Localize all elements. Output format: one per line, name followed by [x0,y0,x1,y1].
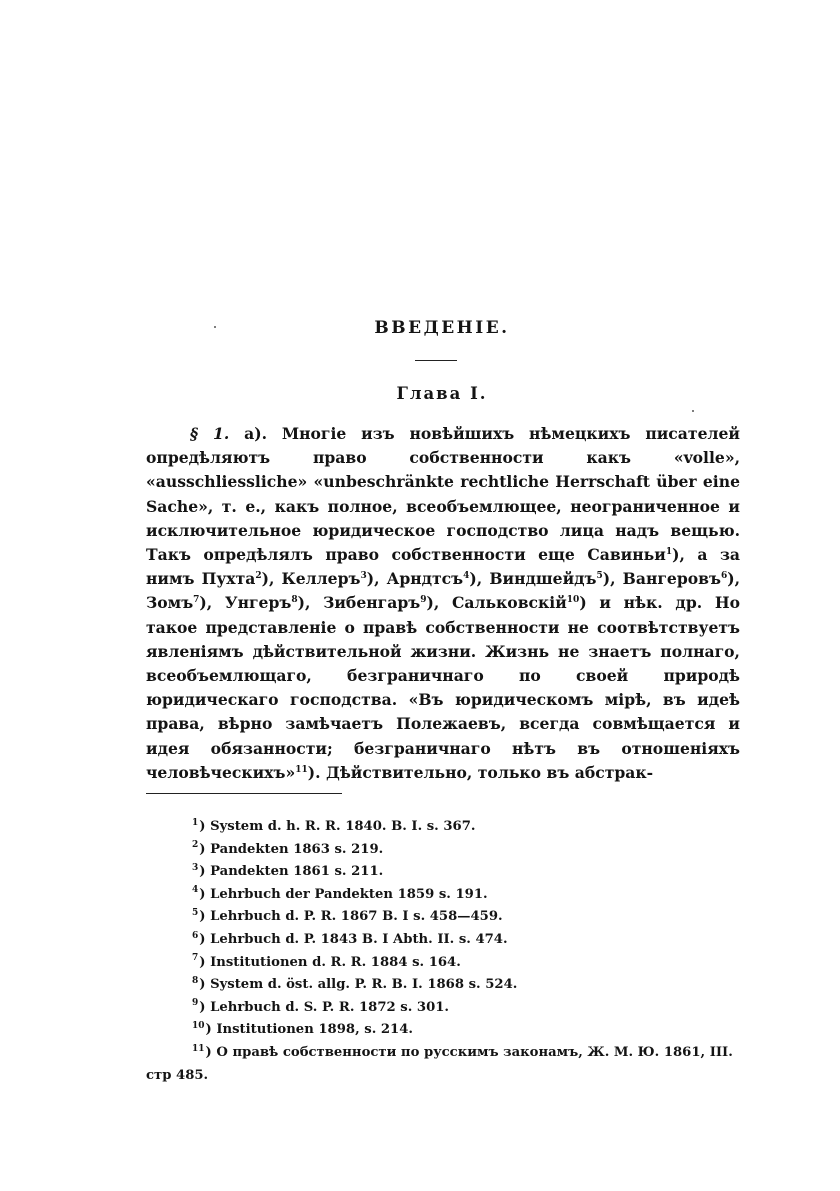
paragraph-text: ). Дѣйствительно, только въ абстрак- [307,762,654,782]
paragraph-text: ), Сальковскій [426,593,567,613]
footnote-text: ) System d. öst. allg. P. R. B. I. 1868 s. 524. [199,977,518,993]
footnote-number: 8 [192,975,199,986]
footnote-number: 5 [192,907,199,918]
chapter-title: Глава I. [396,384,488,403]
paragraph-text: a). Многіе изъ новѣйшихъ нѣмецкихъ писателей опредѣляютъ право собственности какъ «volle», «ausschliessliche» «unbeschränkte rechtliche Herrschaft über eine Sache», т. е., какъ полное, всеобъемлющее, неограниченное и исключительное юридическое господство лица надъ вещью. Такъ опредѣлялъ право собственности еще Савиньи [146,424,740,565]
footnote-number: 9 [192,998,199,1009]
footnote-ref: 7 [193,595,200,606]
footnote-number: 3 [192,862,199,873]
footnote-text: ) Lehrbuch d. P. R. 1867 B. I s. 458—459. [199,909,503,925]
footnote-list [146,816,740,1087]
footnote [146,974,740,997]
paragraph-text: ), Келлеръ [261,569,361,589]
footnote-number: 6 [192,930,199,941]
footnote-text: ) Pandekten 1863 s. 219. [199,841,384,857]
footnote [146,884,740,907]
footnote-ref: 8 [291,595,298,606]
footnote [146,997,740,1020]
footnote-text: ) Institutionen 1898, s. 214. [205,1022,413,1038]
footnote [146,816,740,839]
paragraph-text: ), Арндтсъ [366,569,464,589]
paragraph-text: ) и нѣк. др. Но такое представленіе о правѣ собственности не соотвѣтствуетъ явленіямъ дѣйствительной жизни. Жизнь не знаетъ полнаго, всеобъемлющаго, безграничнаго по своей природѣ юридическаго господства. «Въ юридическомъ мірѣ, въ идеѣ права, вѣрно замѣчаетъ Полежаевъ, всегда совмѣщается и идея обязанности; безграничнаго нѣтъ въ отношеніяхъ человѣческихъ» [146,593,740,782]
paragraph-text: ), Вангеровъ [602,569,721,589]
footnote-text: ) Lehrbuch d. S. P. R. 1872 s. 301. [199,999,450,1015]
footnote-number: 10 [192,1020,205,1031]
footnote-text: ) Institutionen d. R. R. 1884 s. 164. [199,954,461,970]
paragraph-text: ), а за нимъ Пухта [146,545,741,589]
paragraph-text: ), Виндшейдъ [469,569,597,589]
footnote-ref: 1 [665,546,673,557]
footnote-text: ) Lehrbuch der Pandekten 1859 s. 191. [199,886,488,902]
footnote-ref: 3 [360,571,367,582]
footnote-ref: 4 [463,571,470,582]
footnote-number: 7 [192,953,199,964]
footnote-ref: 10 [566,595,580,606]
footnote-ref: 11 [295,764,308,775]
footnote [146,1042,740,1087]
page-heading: ВВЕДЕНІЕ. [374,318,510,338]
footnote-text: ) Pandekten 1861 s. 211. [199,864,384,880]
footnote-number: 4 [192,885,199,896]
footnote-text: ) Lehrbuch d. P. 1843 B. I Abth. II. s. 474. [199,931,508,947]
footnote [146,1019,740,1042]
footnote-divider [146,793,342,794]
footnote [146,861,740,884]
paragraph-text: ), Зомъ [146,569,741,613]
paragraph-text: ), Зибенгаръ [297,593,421,613]
footnote [146,839,740,862]
footnote [146,906,740,929]
footnote-text: ) О правѣ собственности по русскимъ законамъ, Ж. М. Ю. 1861, III. стр 485. [146,1044,733,1083]
heading-divider [415,360,457,361]
footnote-ref: 2 [255,571,262,582]
main-paragraph [146,422,740,785]
footnote-number: 2 [192,840,199,851]
print-speck [692,410,694,412]
paragraph-text: ), Унгеръ [199,593,292,613]
footnote [146,929,740,952]
footnote-number: 11 [192,1043,205,1054]
footnote-number: 1 [192,817,199,828]
footnote-ref: 6 [720,571,728,582]
section-mark: § 1. [190,424,230,443]
footnote [146,952,740,975]
footnote-text: ) System d. h. R. R. 1840. B. I. s. 367. [199,819,476,834]
footnote-ref: 9 [420,595,427,606]
footnote-ref: 5 [596,571,603,582]
